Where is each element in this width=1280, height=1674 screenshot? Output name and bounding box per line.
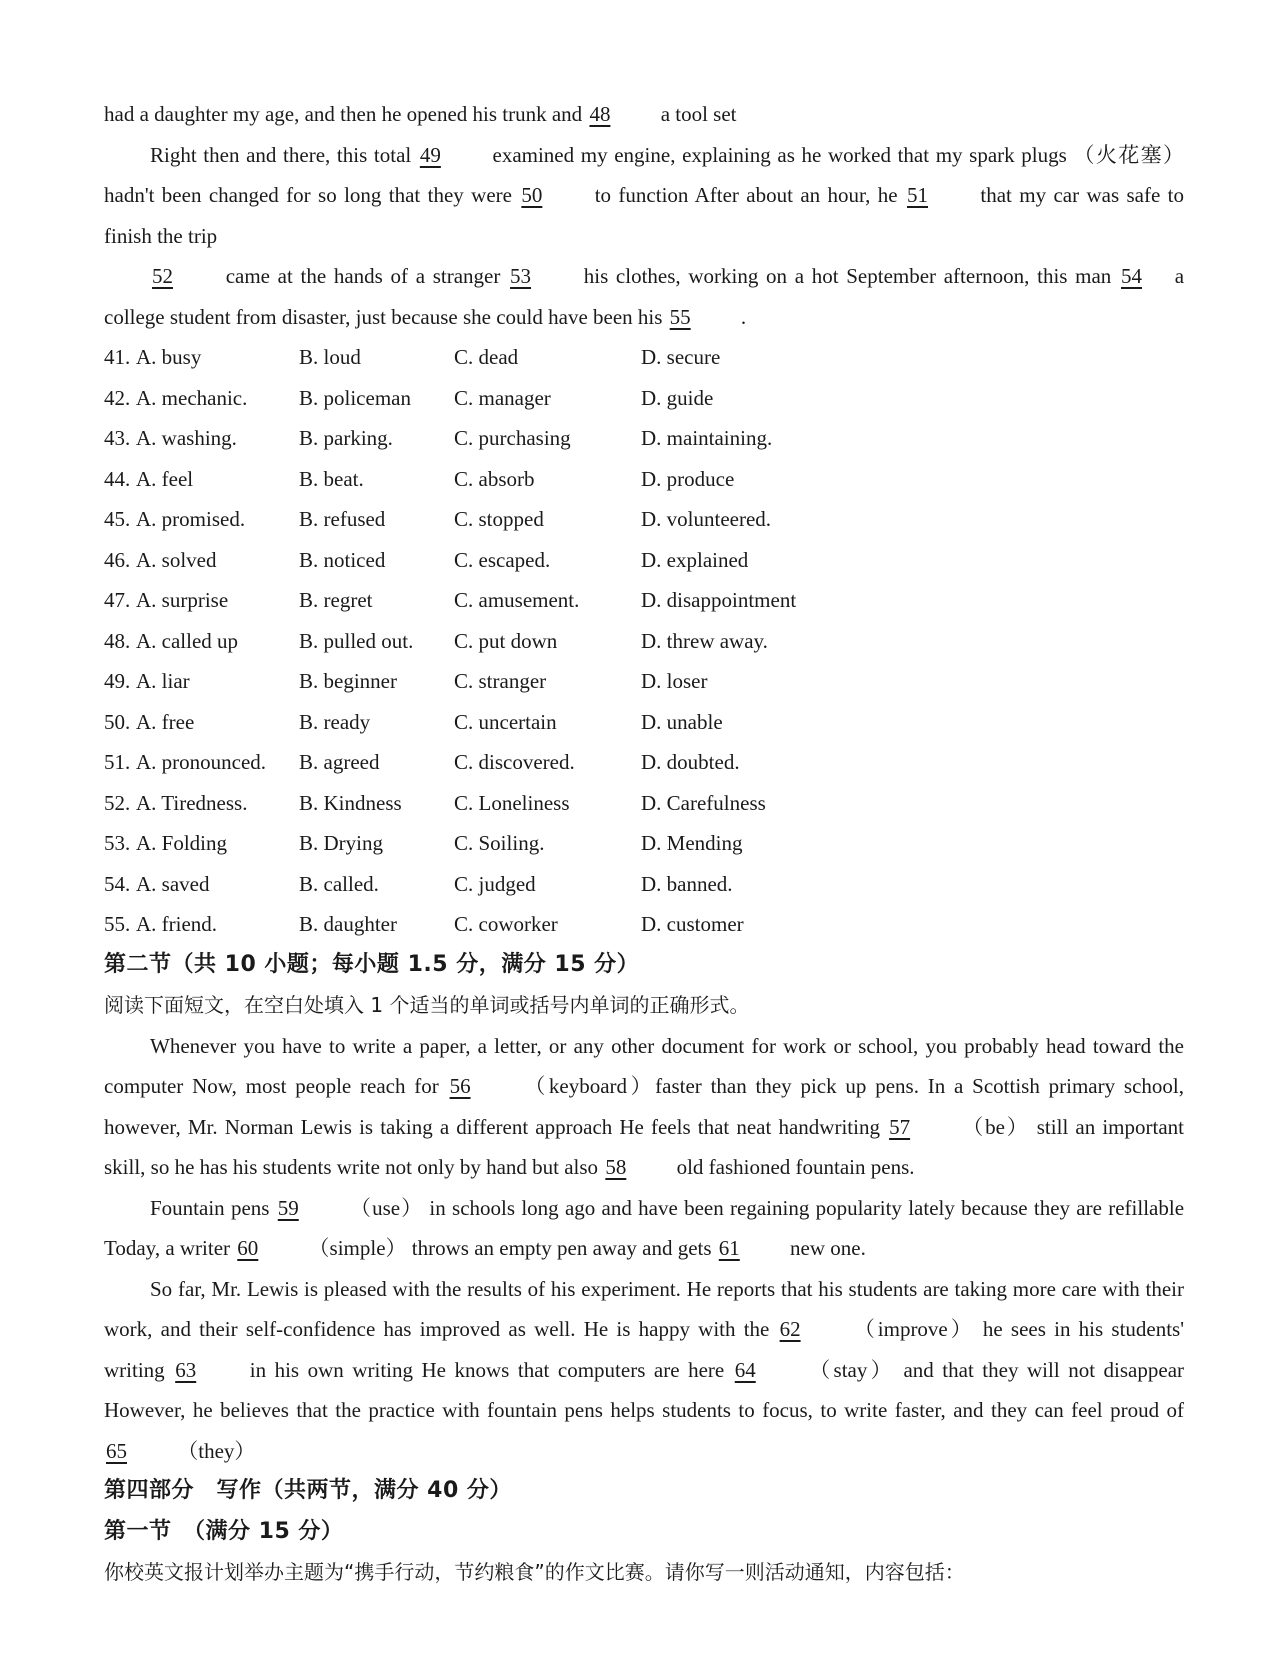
question-number: 55. [104,912,131,936]
option-d: D. doubted. [641,750,740,774]
passage-paragraph-1 [104,94,1184,135]
option-d: D. Carefulness [641,790,766,815]
passage-text: （improve） he sees in his students' writing [104,1317,1185,1382]
question-number: 45. [104,507,131,531]
passage-text: old fashioned fountain pens. [676,1155,915,1179]
option-b: B. noticed [299,547,386,572]
option-d: D. banned. [641,871,733,896]
blank-61: 61 [718,1236,740,1260]
option-row-45 [104,499,1184,540]
option-a: A. Tiredness. [136,790,248,815]
passage-text: So far, Mr. Lewis is pleased with the results of his experiment. He reports that his students are taking more care with their work, and their self-confidence has improved as well. He is happy with the [104,1276,1184,1341]
blank-56: 56 [449,1074,471,1098]
passage-text: to function After about an hour, he [594,183,898,207]
passage-text: that my car was safe to finish the trip [104,183,1184,248]
passage-text: came at the hands of a stranger [225,264,501,288]
section-2-instruction: 阅读下面短文，在空白处填入 1 个适当的单词或括号内单词的正确形式。 [104,993,750,1017]
option-row-46 [104,540,1184,581]
option-b: B. Kindness [299,790,402,815]
option-c: C. Loneliness [454,790,570,815]
option-c: C. discovered. [454,750,575,774]
blank-53: 53 [510,264,532,288]
blank-59: 59 [277,1195,299,1220]
blank-50: 50 [521,183,543,207]
option-b: B. ready [299,709,371,734]
option-a: A. mechanic. [136,385,248,410]
question-number: 50. [104,709,131,734]
option-c: C. manager [454,385,551,410]
option-c: C. coworker [454,912,558,936]
blank-52: 52 [152,264,173,288]
blank-49: 49 [419,142,441,167]
option-b: B. agreed [299,750,380,774]
option-c: C. amusement. [454,588,580,612]
option-a: A. friend. [136,912,218,936]
option-c: C. stranger [454,669,547,693]
option-b: B. policeman [299,385,411,410]
answer-options [104,337,1184,945]
question-number: 53. [104,831,131,855]
question-number: 51. [104,750,131,774]
passage-text: had a daughter my age, and then he opened his trunk and [104,102,583,126]
option-d: D. threw away. [641,628,768,653]
option-row-55 [104,904,1184,945]
option-b: B. pulled out. [299,628,414,653]
option-a: A. called up [136,628,239,653]
option-b: B. refused [299,507,386,531]
option-row-43 [104,418,1184,459]
exam-page [104,94,1184,1593]
option-a: A. solved [136,547,217,572]
option-a: A. feel [136,466,194,491]
option-row-44 [104,459,1184,500]
blank-58: 58 [605,1155,627,1179]
question-number: 44. [104,466,131,491]
option-a: A. promised. [136,507,246,531]
option-row-52 [104,783,1184,824]
section-2-paragraph-3 [104,1269,1184,1472]
question-number: 49. [104,669,131,693]
option-c: C. stopped [454,507,544,531]
option-c: C. purchasing [454,426,571,450]
option-row-41 [104,337,1184,378]
passage-text: his clothes, working on a hot September afternoon, this man [583,264,1112,288]
option-d: D. volunteered. [641,507,772,531]
question-number: 41. [104,345,131,369]
passage-text: （use） in schools long ago and have been regaining popularity lately because they are refillable Today, a writer [104,1195,1185,1260]
part-4-section-1-title: 第一节 （满分 15 分） [104,1518,344,1544]
question-number: 48. [104,628,131,653]
passage-text: a tool set [660,102,737,126]
blank-60: 60 [237,1236,259,1260]
option-b: B. beat. [299,466,364,491]
passage-text: Whenever you have to write a paper, a letter, or any other document for work or school, you probably head toward the computer Now, most people reach for [104,1033,1184,1098]
option-d: D. unable [641,709,723,734]
passage-text: new one. [790,1236,866,1260]
option-d: D. secure [641,345,721,369]
option-c: C. absorb [454,466,535,491]
option-a: A. Folding [136,831,228,855]
writing-prompt: 你校英文报计划举办主题为“携手行动，节约粮食”的作文比赛。请你写一则活动通知，内容包括： [104,1560,965,1584]
option-b: B. daughter [299,912,397,936]
passage-text: Fountain pens [150,1195,270,1220]
option-c: C. dead [454,345,519,369]
option-c: C. uncertain [454,709,557,734]
option-a: A. busy [136,345,202,369]
question-number: 42. [104,385,131,410]
option-row-54 [104,864,1184,905]
option-b: B. beginner [299,669,397,693]
option-c: C. escaped. [454,547,551,572]
option-b: B. loud [299,345,361,369]
part-4-title: 第四部分 写作（共两节，满分 40 分） [104,1478,512,1503]
blank-63: 63 [175,1357,197,1382]
option-d: D. customer [641,912,744,936]
option-d: D. maintaining. [641,426,773,450]
blank-48: 48 [589,102,611,126]
section-2-title: 第二节（共 10 小题；每小题 1.5 分，满分 15 分） [104,951,640,977]
blank-65: 65 [106,1438,127,1463]
passage-text: examined my engine, explaining as he worked that my spark plugs （火花塞） hadn't been changed for so long that they were [104,142,1184,207]
option-a: A. liar [136,669,190,693]
option-row-48 [104,621,1184,662]
option-row-50 [104,702,1184,743]
blank-51: 51 [907,183,928,207]
passage-text: Right then and there, this total [150,142,412,167]
option-d: D. loser [641,669,708,693]
passage-text: in his own writing He knows that computers are here [249,1357,725,1382]
option-row-47 [104,580,1184,621]
option-row-53 [104,823,1184,864]
question-number: 54. [104,871,131,896]
option-d: D. explained [641,547,749,572]
option-b: B. Drying [299,831,383,855]
option-b: B. parking. [299,426,393,450]
question-number: 46. [104,547,131,572]
option-d: D. guide [641,385,714,410]
blank-64: 64 [734,1357,756,1382]
option-a: A. free [136,709,195,734]
option-c: C. Soiling. [454,831,545,855]
option-c: C. put down [454,628,558,653]
blank-54: 54 [1121,264,1142,288]
section-2-paragraph-1 [104,1026,1184,1188]
option-row-49 [104,661,1184,702]
blank-62: 62 [779,1317,801,1341]
option-row-51 [104,742,1184,783]
option-a: A. surprise [136,588,229,612]
passage-paragraph-2 [104,135,1184,257]
passage-text: （be） still an important skill, so he has his students write not only by hand but also [104,1114,1184,1179]
blank-57: 57 [889,1114,911,1139]
question-number: 43. [104,426,131,450]
option-row-42 [104,378,1184,419]
question-number: 47. [104,588,131,612]
option-a: A. washing. [136,426,237,450]
blank-55: 55 [669,304,691,329]
passage-text: （keyboard）faster than they pick up pens. In a Scottish primary school, however, Mr. Norman Lewis is taking a different approach He feels that neat handwriting [104,1074,1184,1139]
option-b: B. called. [299,871,379,896]
option-d: D. disappointment [641,588,797,612]
passage-text: （simple） throws an empty pen away and gets [308,1236,712,1260]
option-a: A. pronounced. [136,750,267,774]
option-b: B. regret [299,588,373,612]
passage-paragraph-3 [104,256,1184,337]
option-d: D. produce [641,466,735,491]
passage-text: a college student from disaster, just because she could have been his [104,264,1185,329]
passage-text: . [740,304,747,329]
option-a: A. saved [136,871,210,896]
question-number: 52. [104,790,131,815]
option-d: D. Mending [641,831,743,855]
section-2-paragraph-2 [104,1188,1184,1269]
passage-text: （they） [177,1438,256,1463]
passage-text: （stay） and that they will not disappear However, he believes that the practice with fountain pens helps students to focus, to write faster, and they can feel proud of [104,1357,1185,1422]
option-c: C. judged [454,871,536,896]
